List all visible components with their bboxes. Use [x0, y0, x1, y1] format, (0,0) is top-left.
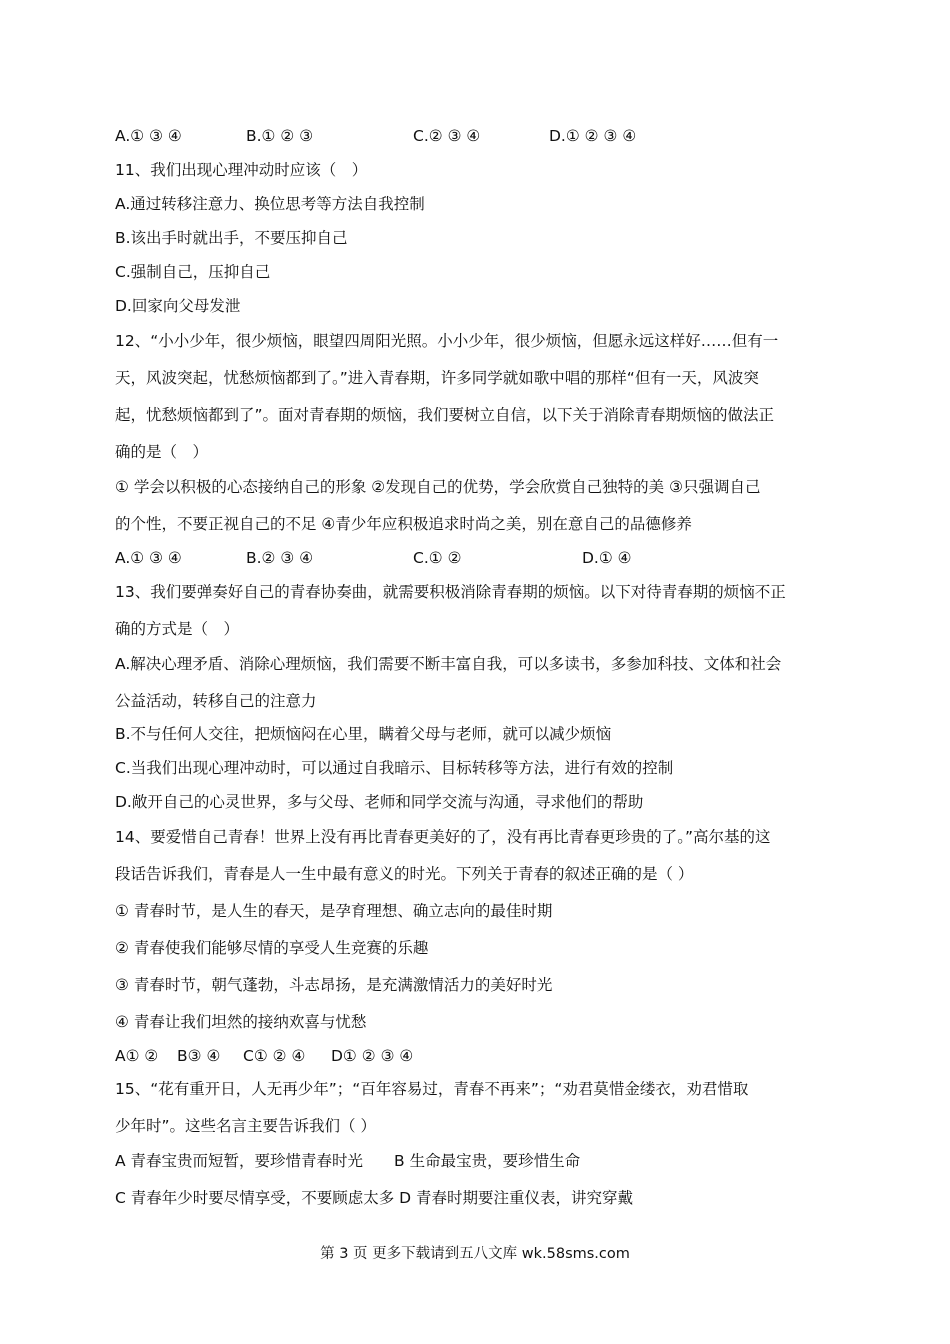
q12-items-line-1: ① 学会以积极的心态接纳自己的形象 ②发现自己的优势，学会欣赏自己独特的美 ③只强调自己 [115, 478, 761, 496]
q14-option-c: C① ② ④ [243, 1047, 306, 1065]
q14-item-2: ② 青春使我们能够尽情的享受人生竞赛的乐趣 [115, 939, 429, 957]
q14-option-d: D① ② ③ ④ [331, 1047, 414, 1065]
q10-option-d: D.① ② ③ ④ [549, 127, 637, 145]
q12-stem-line-3: 起，忧愁烦恼都到了”。面对青春期的烦恼，我们要树立自信，以下关于消除青春期烦恼的做法正 [115, 406, 775, 424]
q12-stem-line-4: 确的是（ ） [115, 443, 209, 461]
q12-option-a: A.① ③ ④ [115, 549, 182, 567]
q14-option-a: A① ② [115, 1047, 159, 1065]
q13-option-b: B.不与任何人交往，把烦恼闷在心里，瞒着父母与老师，就可以减少烦恼 [115, 725, 612, 743]
q15-stem-line-2: 少年时”。这些名言主要告诉我们（ ） [115, 1117, 376, 1135]
q11-option-c: C.强制自己，压抑自己 [115, 263, 271, 281]
q14-item-4: ④ 青春让我们坦然的接纳欢喜与忧愁 [115, 1013, 367, 1031]
q14-stem-line-1: 14、要爱惜自己青春！世界上没有再比青春更美好的了，没有再比青春更珍贵的了。”高尔基的这 [115, 828, 771, 846]
q11-option-b: B.该出手时就出手，不要压抑自己 [115, 229, 348, 247]
q11-option-d: D.回家向父母发泄 [115, 297, 241, 315]
q15-stem-line-1: 15、“花有重开日，人无再少年”；“百年容易过，青春不再来”；“劝君莫惜金缕衣，劝君惜取 [115, 1080, 749, 1098]
q13-option-a-line-1: A.解决心理矛盾、消除心理烦恼，我们需要不断丰富自我，可以多读书，多参加科技、文体和社会 [115, 655, 782, 673]
q12-option-c: C.① ② [413, 549, 462, 567]
q10-option-b: B.① ② ③ [246, 127, 314, 145]
q12-option-b: B.② ③ ④ [246, 549, 314, 567]
q10-option-a: A.① ③ ④ [115, 127, 182, 145]
q12-items-line-2: 的个性，不要正视自己的不足 ④青少年应积极追求时尚之美，别在意自己的品德修养 [115, 515, 692, 533]
q10-option-c: C.② ③ ④ [413, 127, 481, 145]
q11-stem: 11、我们出现心理冲动时应该（ ） [115, 161, 368, 179]
q13-option-d: D.敞开自己的心灵世界，多与父母、老师和同学交流与沟通，寻求他们的帮助 [115, 793, 644, 811]
q13-stem-line-1: 13、我们要弹奏好自己的青春协奏曲，就需要积极消除青春期的烦恼。以下对待青春期的烦恼不正 [115, 583, 786, 601]
page-footer: 第 3 页 更多下载请到五八文库 wk.58sms.com [320, 1246, 630, 1262]
q15-options-cd: C 青春年少时要尽情享受，不要顾虑太多 D 青春时期要注重仪表，讲究穿戴 [115, 1189, 634, 1207]
q13-option-a-line-2: 公益活动，转移自己的注意力 [115, 692, 317, 710]
q13-option-c: C.当我们出现心理冲动时，可以通过自我暗示、目标转移等方法，进行有效的控制 [115, 759, 674, 777]
q15-options-ab: A 青春宝贵而短暂，要珍惜青春时光 B 生命最宝贵，要珍惜生命 [115, 1152, 581, 1170]
q13-stem-line-2: 确的方式是（ ） [115, 620, 240, 638]
q14-item-3: ③ 青春时节，朝气蓬勃，斗志昂扬，是充满激情活力的美好时光 [115, 976, 553, 994]
q14-stem-line-2: 段话告诉我们，青春是人一生中最有意义的时光。下列关于青春的叙述正确的是（ ） [115, 865, 694, 883]
q14-option-b: B③ ④ [177, 1047, 221, 1065]
q12-stem-line-2: 天，风波突起，忧愁烦恼都到了。”进入青春期，许多同学就如歌中唱的那样“但有一天，风波突 [115, 369, 759, 387]
q14-item-1: ① 青春时节，是人生的春天，是孕育理想、确立志向的最佳时期 [115, 902, 553, 920]
q11-option-a: A.通过转移注意力、换位思考等方法自我控制 [115, 195, 425, 213]
q12-option-d: D.① ④ [582, 549, 632, 567]
q12-stem-line-1: 12、“小小少年，很少烦恼，眼望四周阳光照。小小少年，很少烦恼，但愿永远这样好……但有一 [115, 332, 779, 350]
